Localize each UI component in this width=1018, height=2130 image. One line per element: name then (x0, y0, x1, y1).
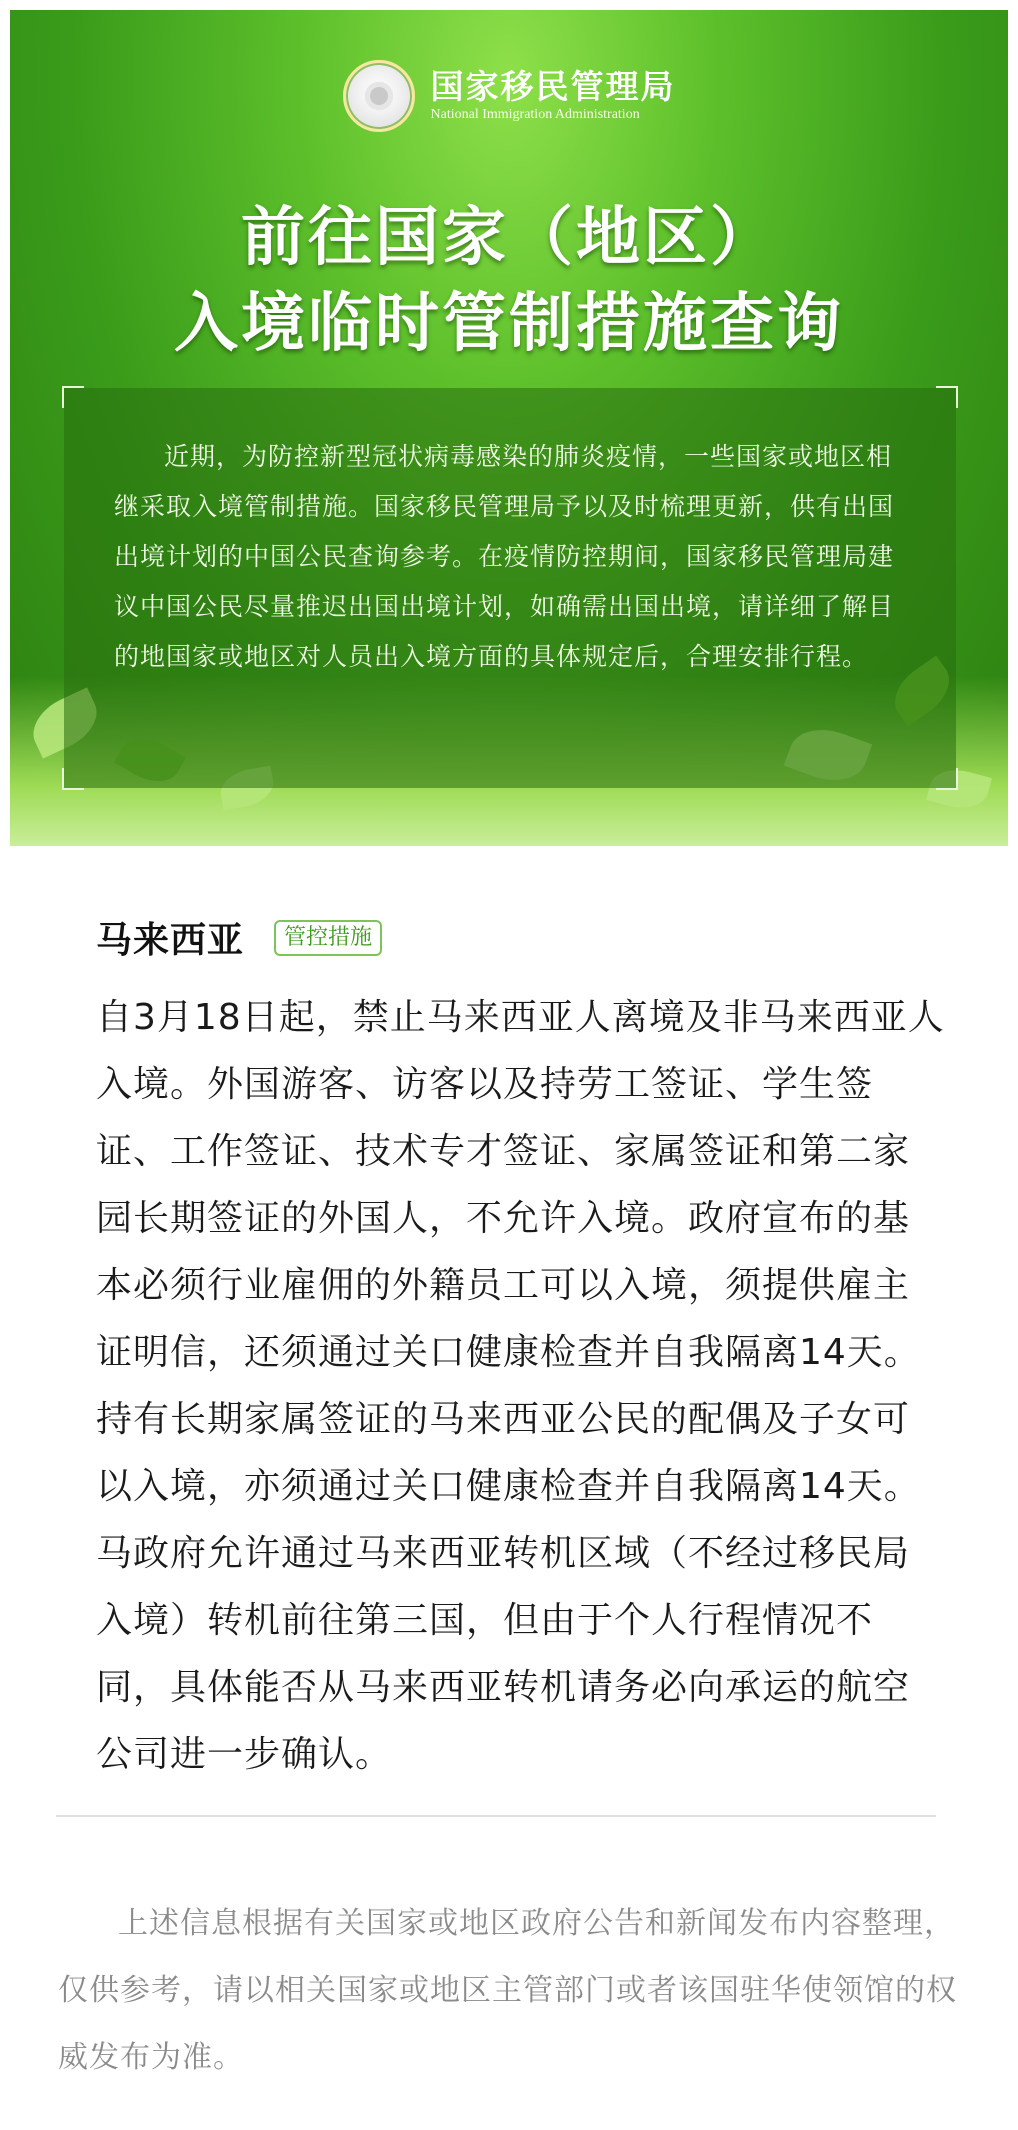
org-name (431, 68, 676, 124)
org-name-en: National Immigration Administration (430, 107, 640, 122)
banner-title-line1: 前往国家（地区） (241, 201, 777, 275)
notice-text: 近期，为防控新型冠状病毒感染的肺炎疫情，一些国家或地区相继采取入境管制措施。国家移民管理局予以及时梳理更新，供有出国出境计划的中国公民查询参考。在疫情防控期间，国家移民管理局建议中国公民尽量推迟出国出境计划，如确需出国出境，请详细了解目的地国家或地区对人员出入境方面的具体规定后，合理安排行程。 (114, 442, 895, 671)
disclaimer-text: 上述信息根据有关国家或地区政府公告和新闻发布内容整理，仅供参考，请以相关国家或地区主管部门或者该国驻华使领馆的权威发布为准。 (58, 1906, 957, 2075)
notice-box (64, 388, 956, 788)
logo (10, 60, 1008, 132)
corner-mark (62, 386, 84, 408)
corner-mark (62, 768, 84, 790)
article-body: 自3月18日起，禁止马来西亚人离境及非马来西亚人入境。外国游客、访客以及持劳工签证、学生签证、工作签证、技术专才签证、家属签证和第二家园长期签证的外国人，不允许入境。政府宣布的基本必须行业雇佣的外籍员工可以入境，须提供雇主证明信，还须通过关口健康检查并自我隔离14天。持有长期家属签证的马来西亚公民的配偶及子女可以入境，亦须通过关口健康检查并自我隔离14天。马政府允许通过马来西亚转机区域（不经过移民局入境）转机前往第三国，但由于个人行程情况不同，具体能否从马来西亚转机请务必向承运的航空公司进一步确认。 (96, 997, 945, 1775)
banner-title-line2: 入境临时管制措施查询 (174, 287, 844, 361)
country-name: 马来西亚 (96, 920, 245, 961)
header-banner (10, 10, 1008, 846)
corner-mark (936, 768, 958, 790)
org-name-cn: 国家移民管理局 (430, 67, 676, 106)
national-emblem-icon (343, 60, 415, 132)
country-header (96, 912, 382, 963)
measure-tag: 管控措施 (274, 920, 382, 956)
divider (56, 1815, 936, 1817)
corner-mark (936, 386, 958, 408)
